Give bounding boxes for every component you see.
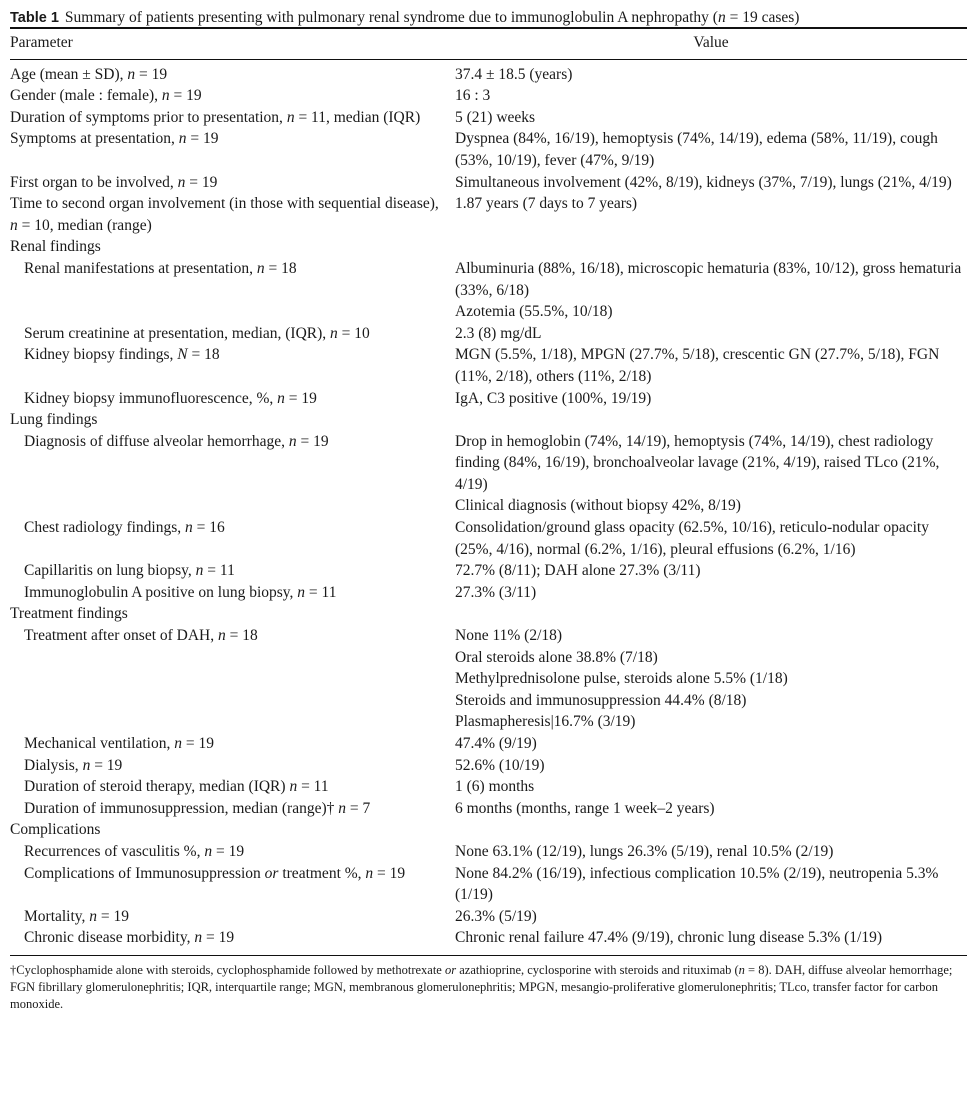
- section-row: [10, 409, 967, 431]
- table-row: [10, 906, 967, 928]
- value-line: 2.3 (8) mg/dL: [455, 324, 542, 342]
- value-line: None 63.1% (12/19), lungs 26.3% (5/19), renal 10.5% (2/19): [455, 842, 834, 860]
- table-row: [10, 85, 967, 107]
- value-line: None 11% (2/18): [455, 627, 563, 645]
- table-row: [10, 258, 967, 323]
- value-cell: [455, 776, 967, 798]
- value-cell: [455, 863, 967, 906]
- header-row: [10, 29, 967, 59]
- section-heading: Lung findings: [10, 411, 98, 429]
- value-cell: [455, 344, 967, 387]
- value-cell: [455, 733, 967, 755]
- summary-table: [10, 29, 967, 955]
- parameter-cell: First organ to be involved, n = 19: [10, 173, 218, 191]
- value-cell: [455, 517, 967, 560]
- value-line: Consolidation/ground glass opacity (62.5%, 10/16), reticulo-nodular opacity (25%, 4/16), normal (6.2%, 1/16), pleural effusions (6.2%, 1/16): [455, 519, 929, 558]
- value-cell: [455, 85, 967, 107]
- parameter-cell: Kidney biopsy findings, N = 18: [24, 346, 220, 364]
- header-value: Value: [693, 34, 729, 51]
- table-row: [10, 798, 967, 820]
- table-body: [10, 60, 967, 955]
- value-line: Simultaneous involvement (42%, 8/19), kidneys (37%, 7/19), lungs (21%, 4/19): [455, 173, 952, 191]
- value-line: Methylprednisolone pulse, steroids alone 5.5% (1/18): [455, 670, 788, 688]
- parameter-cell: Immunoglobulin A positive on lung biopsy, n = 11: [24, 583, 337, 601]
- value-cell: [455, 582, 967, 604]
- value-line: 72.7% (8/11); DAH alone 27.3% (3/11): [455, 562, 701, 580]
- value-line: 16 : 3: [455, 87, 491, 105]
- value-line: 27.3% (3/11): [455, 583, 537, 601]
- table-row: [10, 60, 967, 86]
- section-row: [10, 236, 967, 258]
- table-row: [10, 863, 967, 906]
- value-cell: [455, 128, 967, 171]
- table-row: [10, 193, 967, 236]
- value-cell: [455, 798, 967, 820]
- value-line: 1.87 years (7 days to 7 years): [455, 195, 638, 213]
- parameter-cell: Chronic disease morbidity, n = 19: [24, 929, 235, 947]
- parameter-cell: Time to second organ involvement (in those with sequential disease), n = 10, median (range): [10, 195, 439, 234]
- value-line: MGN (5.5%, 1/18), MPGN (27.7%, 5/18), crescentic GN (27.7%, 5/18), FGN (11%, 2/18), others (11%, 2/18): [455, 346, 940, 385]
- value-cell: [455, 906, 967, 928]
- table-row: [10, 841, 967, 863]
- parameter-cell: Duration of immunosuppression, median (range)† n = 7: [24, 799, 371, 817]
- table-row: [10, 733, 967, 755]
- value-line: Drop in hemoglobin (74%, 14/19), hemoptysis (74%, 14/19), chest radiology finding (84%, 16/19), bronchoalveolar lavage (21%, 4/19), raised TLco (21%, 4/19): [455, 432, 940, 493]
- parameter-cell: Gender (male : female), n = 19: [10, 87, 202, 105]
- value-line: Chronic renal failure 47.4% (9/19), chronic lung disease 5.3% (1/19): [455, 929, 882, 947]
- section-heading: Renal findings: [10, 238, 101, 256]
- value-line: Albuminuria (88%, 16/18), microscopic hematuria (83%, 10/12), gross hematuria (33%, 6/18): [455, 259, 962, 299]
- value-cell: [455, 560, 967, 582]
- value-line: IgA, C3 positive (100%, 19/19): [455, 389, 652, 407]
- value-cell: [455, 841, 967, 863]
- section-heading: Complications: [10, 821, 101, 839]
- value-line: Plasmapheresis|16.7% (3/19): [455, 713, 636, 731]
- value-line: 6 months (months, range 1 week–2 years): [455, 799, 715, 817]
- value-cell: [455, 60, 967, 86]
- table-row: [10, 128, 967, 171]
- table-row: [10, 172, 967, 194]
- parameter-cell: Duration of symptoms prior to presentation, n = 11, median (IQR): [10, 108, 421, 126]
- value-line: None 84.2% (16/19), infectious complication 10.5% (2/19), neutropenia 5.3% (1/19): [455, 864, 939, 904]
- table-footnote: †Cyclophosphamide alone with steroids, cyclophosphamide followed by methotrexate or azathioprine, cyclosporine with steroids and rituximab (n = 8). DAH, diffuse alveolar hemorrhage; FGN fibrillary glomerulonephritis; IQR, interquartile range; MGN, membranous glomerulonephritis; MPGN, mesangio-proliferative glomerulonephritis; TLco, transfer factor for carbon monoxide.: [10, 962, 953, 1011]
- table-row: [10, 560, 967, 582]
- parameter-cell: Diagnosis of diffuse alveolar hemorrhage, n = 19: [24, 432, 329, 450]
- parameter-cell: Duration of steroid therapy, median (IQR) n = 11: [24, 778, 329, 796]
- value-cell: [455, 172, 967, 194]
- table-row: [10, 776, 967, 798]
- value-line: Azotemia (55.5%, 10/18): [455, 303, 613, 321]
- value-cell: [455, 755, 967, 777]
- table-label: Table 1: [10, 10, 59, 26]
- value-line: 52.6% (10/19): [455, 756, 545, 774]
- table-row: [10, 927, 967, 955]
- value-line: 47.4% (9/19): [455, 735, 537, 752]
- table-row: [10, 431, 967, 517]
- header-parameter: Parameter: [10, 34, 73, 51]
- table-row: [10, 755, 967, 777]
- parameter-cell: Age (mean ± SD), n = 19: [10, 65, 168, 83]
- value-line: Dyspnea (84%, 16/19), hemoptysis (74%, 14/19), edema (58%, 11/19), cough (53%, 10/19), fever (47%, 9/19): [455, 130, 938, 169]
- table-row: [10, 388, 967, 410]
- value-line: 1 (6) months: [455, 778, 535, 796]
- table-row: [10, 323, 967, 345]
- value-cell: [455, 193, 967, 236]
- value-line: Oral steroids alone 38.8% (7/18): [455, 648, 658, 666]
- value-cell: [455, 431, 967, 517]
- parameter-cell: Kidney biopsy immunofluorescence, %, n = 19: [24, 389, 317, 407]
- value-line: 5 (21) weeks: [455, 108, 536, 126]
- value-cell: [455, 107, 967, 129]
- table-row: [10, 107, 967, 129]
- value-cell: [455, 625, 967, 733]
- value-line: 37.4 ± 18.5 (years): [455, 65, 573, 83]
- table-row: [10, 582, 967, 604]
- table-row: [10, 517, 967, 560]
- value-cell: [455, 258, 967, 323]
- parameter-cell: Serum creatinine at presentation, median, (IQR), n = 10: [24, 324, 370, 342]
- value-cell: [455, 323, 967, 345]
- parameter-cell: Capillaritis on lung biopsy, n = 11: [24, 562, 235, 580]
- value-line: Clinical diagnosis (without biopsy 42%, 8/19): [455, 497, 741, 515]
- table-title: Summary of patients presenting with pulmonary renal syndrome due to immunoglobulin A nephropathy (n = 19 cases): [64, 9, 800, 26]
- parameter-cell: Complications of Immunosuppression or treatment %, n = 19: [24, 864, 406, 882]
- section-row: [10, 603, 967, 625]
- parameter-cell: Recurrences of vasculitis %, n = 19: [24, 842, 245, 860]
- parameter-cell: Chest radiology findings, n = 16: [24, 519, 225, 537]
- value-line: Steroids and immunosuppression 44.4% (8/18): [455, 691, 747, 709]
- parameter-cell: Mortality, n = 19: [24, 907, 130, 925]
- section-row: [10, 819, 967, 841]
- parameter-cell: Treatment after onset of DAH, n = 18: [24, 627, 258, 645]
- parameter-cell: Renal manifestations at presentation, n = 18: [24, 259, 297, 277]
- table-row: [10, 625, 967, 733]
- value-line: 26.3% (5/19): [455, 907, 537, 925]
- parameter-cell: Symptoms at presentation, n = 19: [10, 130, 219, 148]
- parameter-cell: Dialysis, n = 19: [24, 756, 123, 774]
- table-caption: [10, 0, 967, 27]
- section-heading: Treatment findings: [10, 605, 128, 623]
- table-row: [10, 344, 967, 387]
- value-cell: [455, 388, 967, 410]
- parameter-cell: Mechanical ventilation, n = 19: [24, 735, 214, 752]
- value-cell: [455, 927, 967, 955]
